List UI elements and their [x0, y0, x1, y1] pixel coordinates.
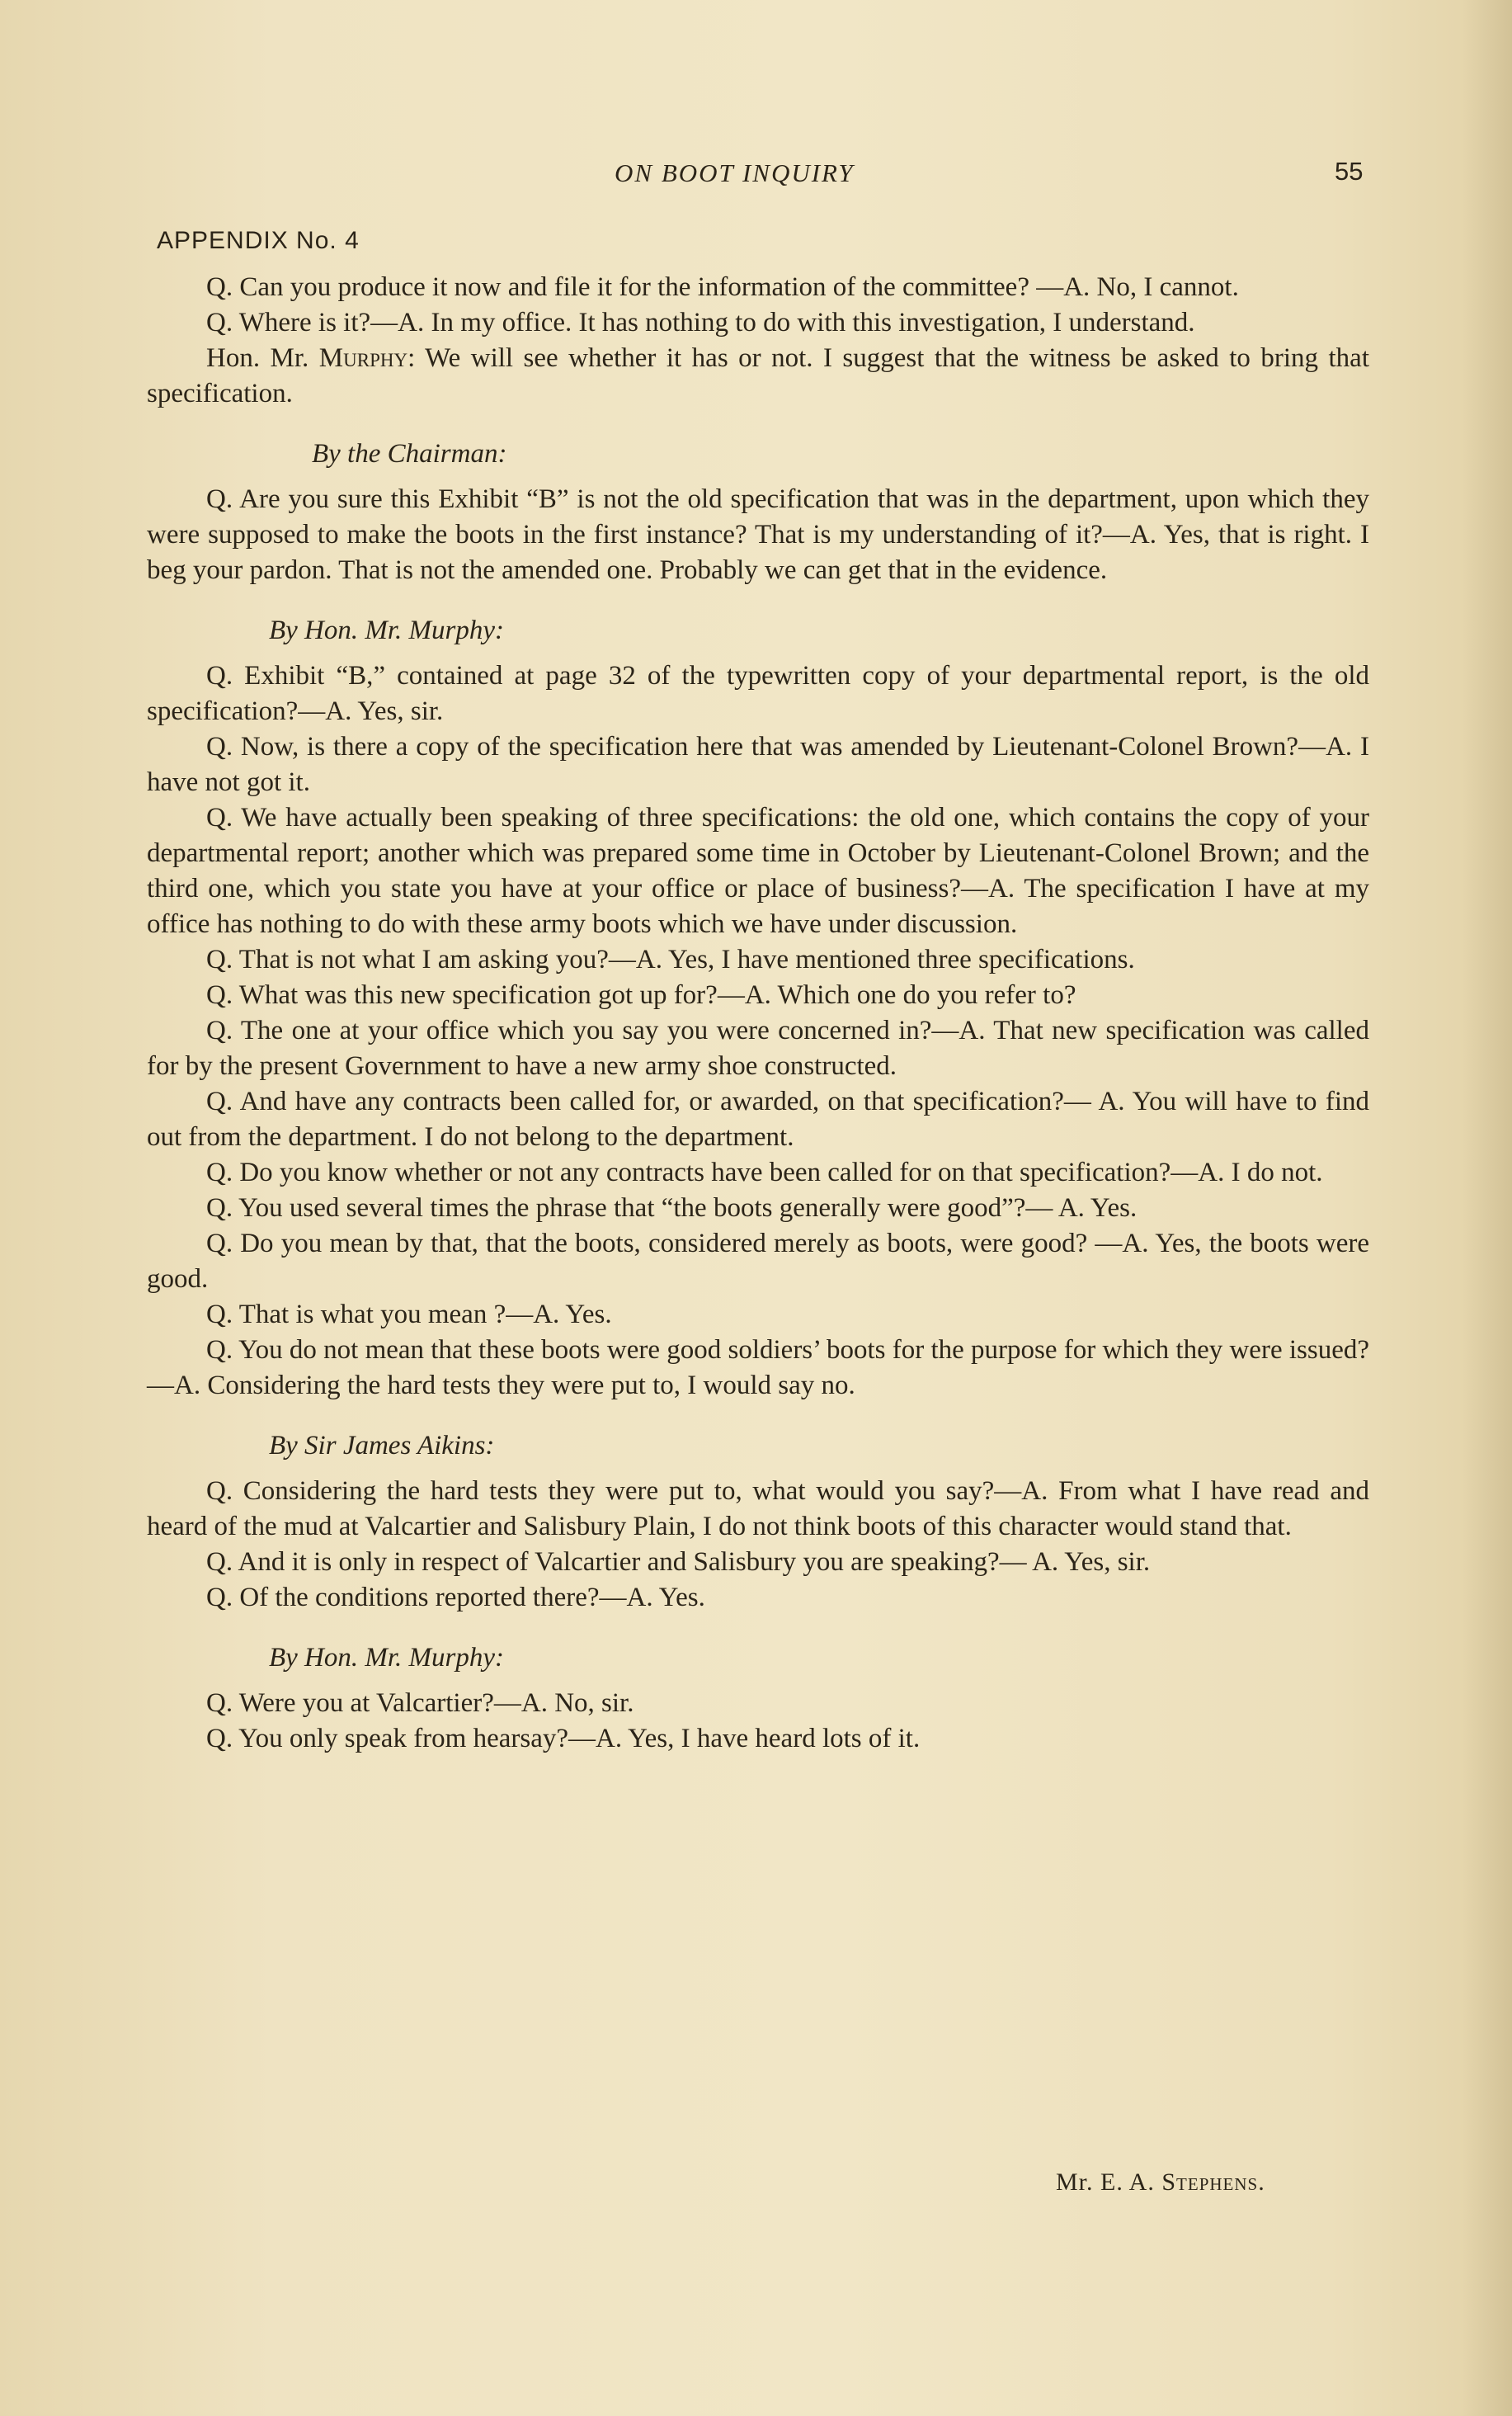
paragraph: Q. You do not mean that these boots were good soldiers’ boots for the purpose for which they were issued?—A. Considering the hard tests they were put to, I would say no. — [147, 1335, 1369, 1400]
paragraph: Q. You only speak from hearsay?—A. Yes, I have heard lots of it. — [206, 1724, 921, 1753]
page-number: 55 — [1335, 157, 1364, 186]
speaker-prefix: Hon. Mr. — [206, 343, 309, 373]
paragraph: Q. Were you at Valcartier?—A. No, sir. — [206, 1688, 634, 1718]
paragraph: Q. That is what you mean ?—A. Yes. — [206, 1300, 612, 1329]
section-heading: By Hon. Mr. Murphy: — [269, 1643, 505, 1673]
paragraph: Q. Now, is there a copy of the specification here that was amended by Lieutenant-Colonel Brown?—A. I have not got it. — [147, 732, 1369, 797]
paragraph: Q. Considering the hard tests they were put to, what would you say?—A. From what I have read and heard of the mud at Valcartier and Salisbury Plain, I do not think boots of this character would stand that. — [147, 1476, 1369, 1541]
signature-name: Stephens. — [1161, 2168, 1265, 2196]
running-title: ON BOOT INQUIRY — [615, 158, 855, 187]
appendix-label: APPENDIX No. 4 — [157, 227, 360, 254]
paragraph: Q. We have actually been speaking of three specifications: the old one, which contains the copy of your departmental report; another which was prepared some time in October by Lieutenant-Colonel Brown; and the third one, which you state you have at your office or place of business?—A. The specification I have at my office has nothing to do with these army boots which we have under discussion. — [147, 803, 1369, 939]
speaker-text: : We will see whether it has or not. I suggest that the witness be asked to bring that specification. — [147, 343, 1370, 408]
section-heading: By Hon. Mr. Murphy: — [269, 616, 505, 645]
paragraph: Q. Exhibit “B,” contained at page 32 of the typewritten copy of your departmental report, is the old specification?—A. Yes, sir. — [147, 661, 1369, 726]
paragraph: Q. And have any contracts been called for, or awarded, on that specification?— A. You will have to find out from the department. I do not belong to the department. — [147, 1087, 1369, 1152]
section-heading: By the Chairman: — [312, 439, 507, 469]
paragraph: Q. The one at your office which you say you were concerned in?—A. That new specification was called for by the present Government to have a new army shoe constructed. — [147, 1016, 1369, 1081]
speaker-name: Murphy — [318, 343, 408, 373]
paragraph: Q. Of the conditions reported there?—A. Yes. — [206, 1583, 705, 1612]
paragraph — [147, 341, 1369, 412]
paragraph: Q. Are you sure this Exhibit “B” is not the old specification that was in the department, upon which they were supposed to make the boots in the first instance? That is my understanding of it?—A. Yes, that is right. I beg your pardon. That is not the amended one. Probably we can get that in the evidence. — [147, 484, 1369, 585]
page-edge-shadow — [1463, 0, 1512, 2416]
paragraph: Q. Do you mean by that, that the boots, considered merely as boots, were good? —A. Yes, the boots were good. — [147, 1229, 1369, 1294]
paragraph: Q. Where is it?—A. In my office. It has nothing to do with this investigation, I understand. — [206, 308, 1195, 337]
transcript-body — [147, 270, 1369, 1757]
paragraph: Q. What was this new specification got up for?—A. Which one do you refer to? — [206, 980, 1076, 1010]
paragraph: Q. And it is only in respect of Valcartier and Salisbury you are speaking?— A. Yes, sir. — [206, 1547, 1151, 1577]
paragraph: Q. That is not what I am asking you?—A. Yes, I have mentioned three specifications. — [206, 945, 1135, 974]
paragraph: Q. You used several times the phrase that “the boots generally were good”?— A. Yes. — [206, 1193, 1138, 1223]
section-heading: By Sir James Aikins: — [269, 1431, 495, 1460]
witness-signature — [1056, 2168, 1265, 2197]
paragraph: Q. Can you produce it now and file it for the information of the committee? —A. No, I cannot. — [206, 272, 1239, 302]
paragraph: Q. Do you know whether or not any contracts have been called for on that specification?—A. I do not. — [206, 1158, 1323, 1187]
signature-prefix: Mr. E. A. — [1056, 2168, 1155, 2196]
